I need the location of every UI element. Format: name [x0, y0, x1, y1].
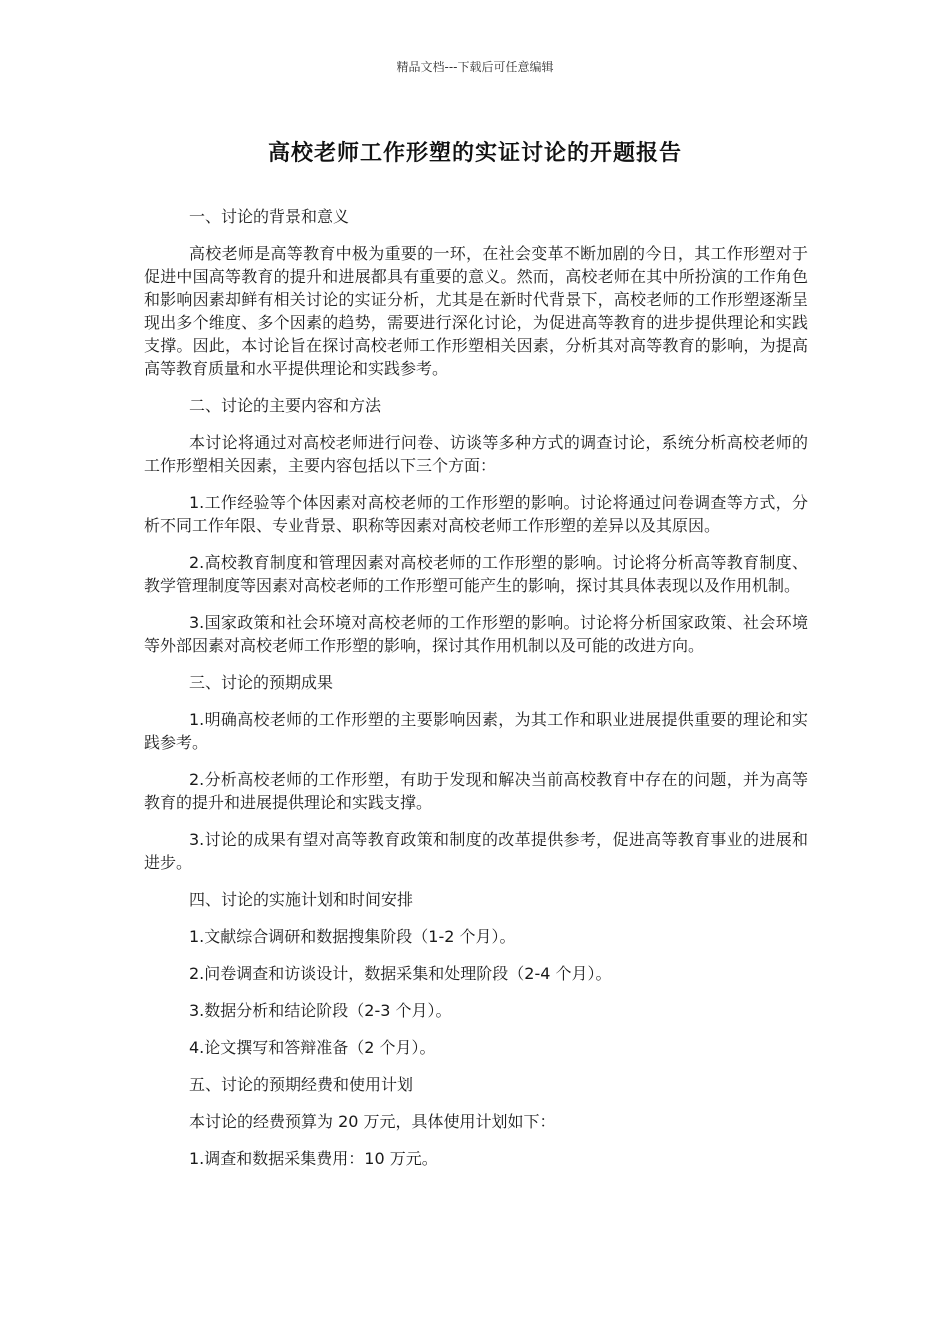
paragraph-content-intro: 本讨论将通过对高校老师进行问卷、访谈等多种方式的调查讨论，系统分析高校老师的工作形塑相关因素，主要内容包括以下三个方面： [144, 433, 808, 475]
list-item-content-2: 2.高校教育制度和管理因素对高校老师的工作形塑的影响。讨论将分析高等教育制度、教学管理制度等因素对高校老师的工作形塑可能产生的影响，探讨其具体表现以及作用机制。 [144, 553, 808, 595]
section-heading-schedule: 四、讨论的实施计划和时间安排 [189, 890, 414, 909]
section-heading-content-methods: 二、讨论的主要内容和方法 [189, 396, 382, 415]
list-item-budget-1: 1.调查和数据采集费用：10 万元。 [189, 1149, 438, 1168]
section-heading-expected-results: 三、讨论的预期成果 [189, 673, 334, 692]
list-item-schedule-2: 2.问卷调查和访谈设计，数据采集和处理阶段（2-4 个月）。 [189, 964, 612, 983]
list-item-schedule-4: 4.论文撰写和答辩准备（2 个月）。 [189, 1038, 436, 1057]
section-heading-background: 一、讨论的背景和意义 [189, 207, 350, 226]
list-item-schedule-1: 1.文献综合调研和数据搜集阶段（1-2 个月）。 [189, 927, 516, 946]
paragraph-budget-intro: 本讨论的经费预算为 20 万元，具体使用计划如下： [189, 1112, 556, 1131]
document-body [144, 205, 808, 1184]
list-item-result-2: 2.分析高校老师的工作形塑，有助于发现和解决当前高校教育中存在的问题，并为高等教育的提升和进展提供理论和实践支撑。 [144, 770, 808, 812]
list-item-result-3: 3.讨论的成果有望对高等教育政策和制度的改革提供参考，促进高等教育事业的进展和进步。 [144, 830, 808, 872]
document-title: 高校老师工作形塑的实证讨论的开题报告 [267, 141, 682, 166]
list-item-schedule-3: 3.数据分析和结论阶段（2-3 个月）。 [189, 1001, 452, 1020]
header-note: 精品文档---下载后可任意编辑 [396, 60, 554, 74]
list-item-content-1: 1.工作经验等个体因素对高校老师的工作形塑的影响。讨论将通过问卷调查等方式，分析不同工作年限、专业背景、职称等因素对高校老师工作形塑的差异以及其原因。 [144, 493, 808, 535]
section-heading-budget: 五、讨论的预期经费和使用计划 [189, 1075, 414, 1094]
list-item-result-1: 1.明确高校老师的工作形塑的主要影响因素，为其工作和职业进展提供重要的理论和实践参考。 [144, 710, 808, 752]
list-item-content-3: 3.国家政策和社会环境对高校老师的工作形塑的影响。讨论将分析国家政策、社会环境等外部因素对高校老师工作形塑的影响，探讨其作用机制以及可能的改进方向。 [144, 613, 808, 655]
paragraph-background: 高校老师是高等教育中极为重要的一环，在社会变革不断加剧的今日，其工作形塑对于促进中国高等教育的提升和进展都具有重要的意义。然而，高校老师在其中所扮演的工作角色和影响因素却鲜有相关讨论的实证分析，尤其是在新时代背景下，高校老师的工作形塑逐渐呈现出多个维度、多个因素的趋势，需要进行深化讨论，为促进高等教育的进步提供理论和实践支撑。因此，本讨论旨在探讨高校老师工作形塑相关因素，分析其对高等教育的影响，为提高高等教育质量和水平提供理论和实践参考。 [144, 244, 808, 378]
